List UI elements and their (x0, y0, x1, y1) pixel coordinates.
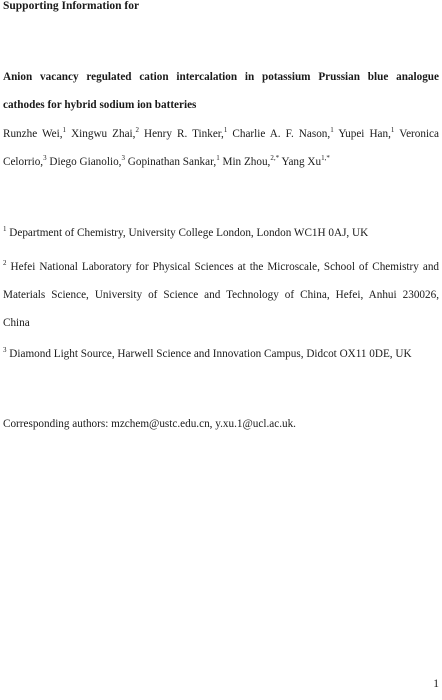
author-name: Charlie A. F. Nason, (232, 128, 331, 140)
affiliation-number: 3 (3, 346, 7, 354)
affiliation-text: Diamond Light Source, Harwell Science and Innovation Campus, Didcot OX11 0DE, UK (9, 348, 412, 360)
author-affiliation-mark: 1 (390, 126, 395, 134)
author-name: Runzhe Wei, (3, 128, 63, 140)
affiliation-text: Hefei National Laboratory for Physical Sciences at the Microscale, School of Chemistry and (10, 261, 440, 273)
author-affiliation-mark: 1 (62, 126, 67, 134)
author-name: Xingwu Zhai, (71, 128, 136, 140)
page-number: 1 (433, 678, 439, 690)
affiliation-line-1 (3, 253, 439, 281)
author-affiliation-mark: 3 (43, 154, 47, 162)
author-name: Min Zhou, (222, 156, 271, 168)
author-affiliation-mark: 1 (223, 126, 228, 134)
author-name: Gopinathan Sankar, (127, 156, 217, 168)
corresponding-authors: Corresponding authors: mzchem@ustc.edu.cn, y.xu.1@ucl.ac.uk. (3, 418, 296, 430)
title-line-2: cathodes for hybrid sodium ion batteries (3, 99, 197, 111)
affiliation-1 (3, 219, 439, 247)
affiliation-line-2: Materials Science, University of Science and Technology of China, Hefei, Anhui 230026, (3, 289, 439, 301)
author-name: Henry R. Tinker, (144, 128, 224, 140)
affiliation-line-3: China (3, 317, 30, 329)
author-name: Diego Gianolio, (49, 156, 122, 168)
author-affiliation-mark: 2,* (270, 154, 280, 162)
author-affiliation-mark: 1,* (321, 154, 330, 162)
author-affiliation-mark: 3 (121, 154, 125, 162)
author-name: Veronica (399, 128, 439, 140)
affiliation-number: 2 (3, 259, 7, 267)
author-affiliation-mark: 1 (216, 154, 220, 162)
affiliation-text: Department of Chemistry, University College London, London WC1H 0AJ, UK (9, 227, 369, 239)
affiliation-3 (3, 340, 439, 368)
author-line-2 (3, 148, 439, 176)
author-name: Celorrio, (3, 156, 44, 168)
author-name: Yupei Han, (338, 128, 391, 140)
author-line-1 (3, 120, 439, 148)
author-list (3, 120, 439, 176)
affiliation-2 (3, 253, 439, 337)
supporting-information-heading: Supporting Information for (3, 0, 140, 12)
author-name: Yang Xu (281, 156, 322, 168)
author-affiliation-mark: 1 (330, 126, 334, 134)
paper-title (3, 63, 439, 119)
title-line-1: Anion vacancy regulated cation intercalation in potassium Prussian blue analogue (3, 71, 439, 83)
author-affiliation-mark: 2 (135, 126, 139, 134)
affiliation-number: 1 (3, 225, 7, 233)
